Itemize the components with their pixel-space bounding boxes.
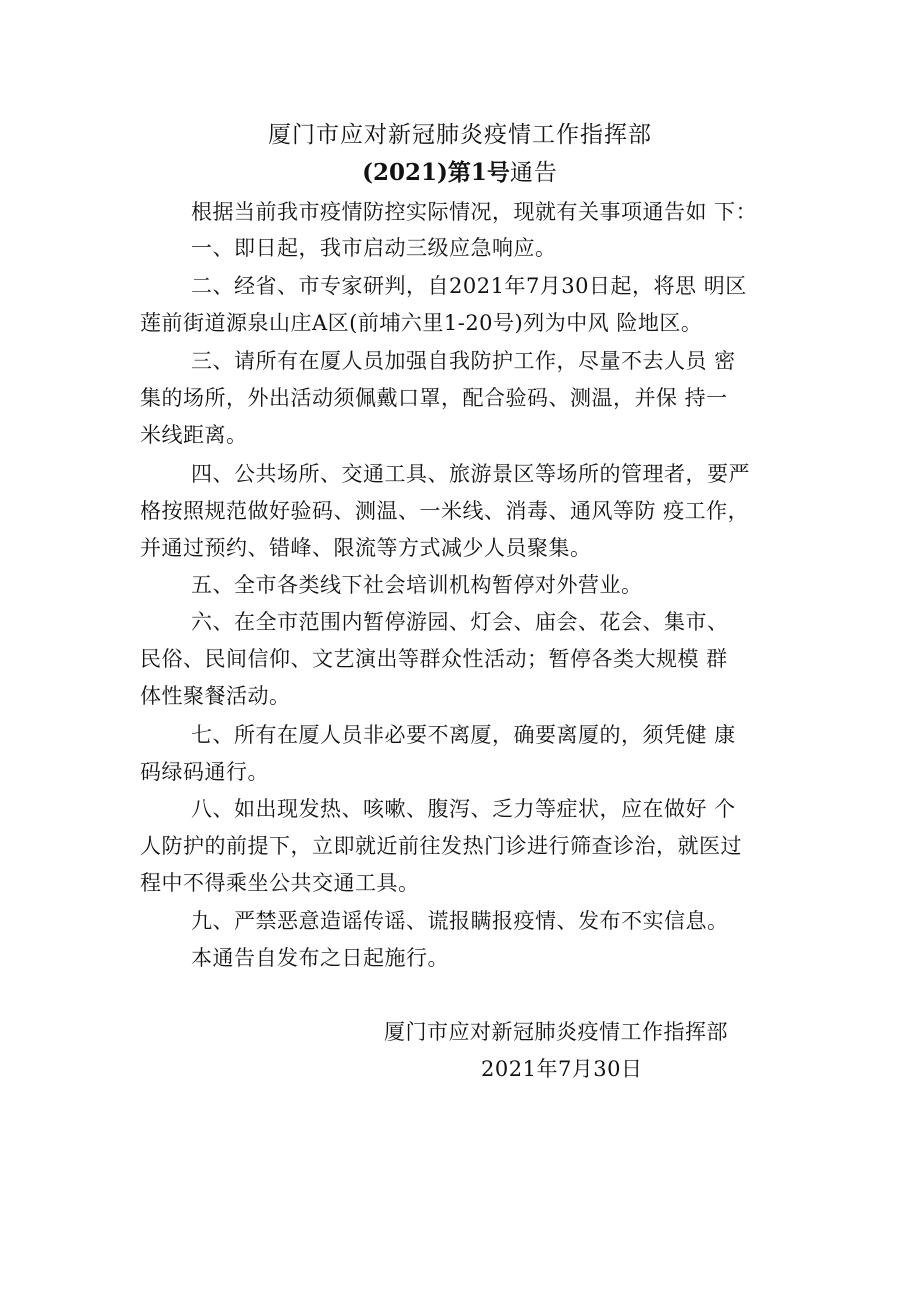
item-3-line-1: 三、请所有在厦人员加强自我防护工作，尽量不去人员 密 [191,349,736,373]
item-6-line-1: 六、在全市范围内暂停游园、灯会、庙会、花会、集市、 [191,610,729,634]
item-4-line-3: 并通过预约、错峰、限流等方式减少人员聚集。 [140,536,592,560]
item-4-line-2: 格按照规范做好验码、测温、一米线、消毒、通风等防 疫工作， [140,499,750,523]
closing-statement: 本通告自发布之日起施行。 [191,946,449,970]
item-2-line-2: 莲前街道源泉山庄A区(前埔六里1-20号)列为中风 险地区。 [140,311,703,335]
document-title: 厦门市应对新冠肺炎疫情工作指挥部 [268,122,652,148]
item-7-line-2: 码绿码通行。 [140,760,269,784]
item-8-line-3: 程中不得乘坐公共交通工具。 [140,871,420,895]
notice-word: 通告 [509,160,558,186]
item-9-line-1: 九、严禁恶意造谣传谣、谎报瞒报疫情、发布不实信息。 [191,909,729,933]
item-2-line-1: 二、经省、市专家研判，自2021年7月30日起，将思 明区 [191,274,747,298]
item-7-line-1: 七、所有在厦人员非必要不离厦，确要离厦的，须凭健 康 [191,723,736,747]
item-1-line-1: 一、即日起，我市启动三级应急响应。 [191,236,557,260]
notice-number-code: (2021)第1号 [362,159,510,186]
item-3-line-2: 集的场所，外出活动须佩戴口罩，配合验码、测温，并保 持一 [140,386,728,410]
notice-number [0,154,920,187]
item-8-line-2: 人防护的前提下，立即就近前往发热门诊进行筛查诊治，就医过 [140,834,742,858]
item-3-line-3: 米线距离。 [140,423,248,447]
intro-paragraph: 根据当前我市疫情防控实际情况，现就有关事项通告如 下： [191,200,758,224]
item-6-line-3: 体性聚餐活动。 [140,684,291,708]
item-6-line-2: 民俗、民间信仰、文艺演出等群众性活动；暂停各类大规模 群 [140,647,728,671]
item-4-line-1: 四、公共场所、交通工具、旅游景区等场所的管理者，要严 [191,462,750,486]
item-5-line-1: 五、全市各类线下社会培训机构暂停对外营业。 [191,573,643,597]
signature-org: 厦门市应对新冠肺炎疫情工作指挥部 [384,1020,728,1044]
signature-date: 2021年7月30日 [481,1057,643,1081]
item-8-line-1: 八、如出现发热、咳嗽、腹泻、乏力等症状，应在做好 个 [191,797,736,821]
